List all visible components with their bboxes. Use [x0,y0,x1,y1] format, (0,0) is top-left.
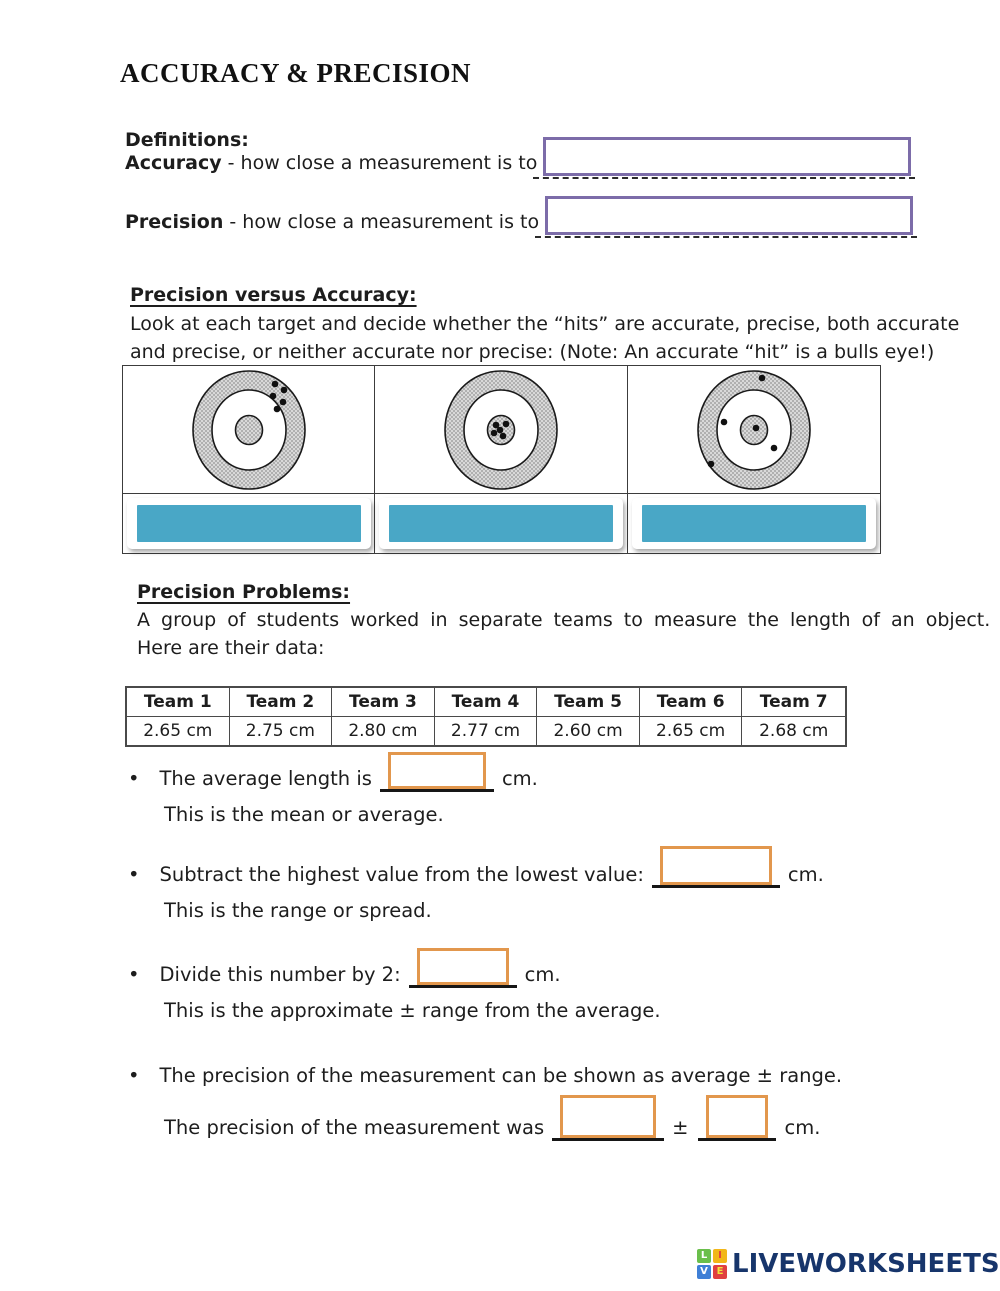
target-2-answer-select[interactable] [379,498,623,549]
precision-range-underline [698,1095,776,1141]
liveworksheets-logo-icon [697,1249,727,1279]
definition-precision-text [125,211,539,235]
target-3-answer-select[interactable] [632,498,876,549]
table-cell: 2.75 cm [230,717,333,745]
team-table-header-row [127,688,845,717]
bullet-line [128,846,824,888]
paragraph-line: and precise, or neither accurate nor precise: (Note: An accurate “hit” is a bulls eye!) [130,341,935,363]
range-answer-underline [652,846,780,888]
bullet-note: This is the mean or average. [164,803,444,826]
definition-accuracy-text [125,152,537,176]
target-2-answer-cell [375,493,627,553]
table-cell: Team 2 [230,688,333,716]
precision-range-input[interactable] [706,1095,768,1138]
targets-table [122,365,881,554]
bullet-text: The precision of the measurement can be shown as average ± range. [159,1064,843,1087]
bullet-line [128,1064,842,1089]
logo-tile-i: I [713,1249,727,1263]
unit-label: cm. [787,863,824,886]
bullet-range [128,846,824,925]
bullet-icon: • [128,1064,140,1087]
definition-rest: - how close a measurement is to [223,211,540,233]
target-2-bullseye-image [426,368,576,492]
target-1-answer-cell [123,493,375,553]
liveworksheets-footer [697,1249,1000,1279]
table-cell: 2.68 cm [759,721,829,741]
bullet-note: This is the approximate ± range from the average. [164,999,661,1022]
paragraph-line: A group of students worked in separate teams to measure the length of an object. [137,609,991,631]
definition-accuracy-row [125,137,911,176]
bullet-line [128,752,538,792]
average-length-input[interactable] [388,752,486,789]
table-cell: Team 1 [127,688,230,716]
precision-answer-wrap [545,196,913,235]
precision-average-input[interactable] [560,1095,656,1138]
logo-tile-l: L [697,1249,711,1263]
bullet-average [128,752,538,829]
definition-precision-row [125,196,913,235]
bullet-half-range [128,948,661,1025]
accuracy-definition-input[interactable] [543,137,911,176]
bullet-precision-statement [128,1064,842,1141]
precision-vs-accuracy-heading: Precision versus Accuracy: [130,284,417,306]
table-cell: Team 4 [435,688,538,716]
table-cell: 2.65 cm [640,717,743,745]
logo-tile-v: V [697,1265,711,1279]
half-range-answer-underline [409,948,517,988]
unit-label: cm. [784,1116,821,1139]
unit-label: cm. [524,963,561,986]
target-2-answer-select-fill[interactable] [389,505,613,542]
logo-tile-e: E [713,1265,727,1279]
table-cell: Team 5 [537,688,640,716]
team-data-table [125,686,847,747]
definition-rest: - how close a measurement is to [221,152,538,174]
table-cell: 2.60 cm [537,717,640,745]
bullet-text: Divide this number by 2: [159,963,401,986]
paragraph-line: Look at each target and decide whether the “hits” are accurate, precise, both accurate [130,313,960,335]
dashed-underline [533,177,915,179]
table-cell: 2.80 cm [332,717,435,745]
target-1-answer-select[interactable] [127,498,371,549]
definitions-heading: Definitions: [125,129,249,151]
brand-name: LIVEWORKSHEETS [732,1249,1000,1279]
bullet-icon: • [128,863,140,886]
precision-vs-accuracy-paragraph [130,310,959,366]
definition-term: Precision [125,211,224,233]
bullet-note: This is the range or spread. [164,899,432,922]
bullet-text: The average length is [159,767,372,790]
bullet-line [164,1095,842,1141]
target-1-cell [123,366,375,493]
accuracy-answer-wrap [543,137,911,176]
bullet-line [128,948,661,988]
average-answer-underline [380,752,494,792]
page-title: ACCURACY & PRECISION [120,58,472,88]
precision-definition-input[interactable] [545,196,913,235]
table-cell: Team 7 [759,692,828,712]
unit-label: cm. [501,767,538,790]
target-3-bullseye-image [679,368,829,492]
paragraph-line: Here are their data: [137,637,325,659]
table-cell: Team 6 [640,688,743,716]
table-cell: 2.77 cm [435,717,538,745]
half-range-input[interactable] [417,948,509,985]
target-3-answer-select-fill[interactable] [642,505,866,542]
target-1-bullseye-image [174,368,324,492]
target-3-cell [628,366,880,493]
precision-problems-paragraph [137,606,990,662]
precision-average-underline [552,1095,664,1141]
target-2-cell [375,366,627,493]
bullet-icon: • [128,767,140,790]
team-table-value-row [127,717,845,745]
target-1-answer-select-fill[interactable] [137,505,361,542]
bullet-text: Subtract the highest value from the lowest value: [159,863,644,886]
range-input[interactable] [660,846,772,885]
definition-term: Accuracy [125,152,222,174]
target-3-answer-cell [628,493,880,553]
bullet-icon: • [128,963,140,986]
table-cell: Team 3 [332,688,435,716]
dashed-underline [535,236,917,238]
bullet-text: The precision of the measurement was [164,1116,545,1139]
plus-minus-label: ± [672,1116,689,1139]
table-cell: 2.65 cm [127,717,230,745]
precision-problems-heading: Precision Problems: [137,581,351,603]
